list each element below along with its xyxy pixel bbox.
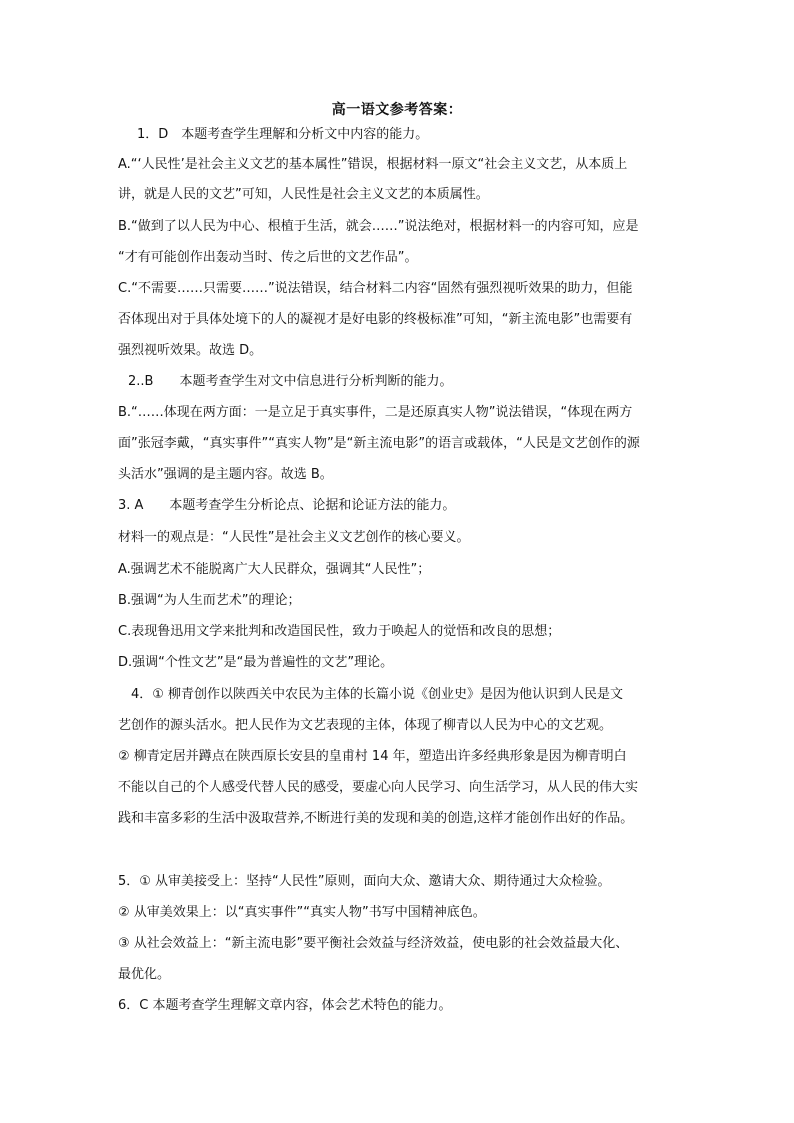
answer-line: 6．C 本题考查学生理解文章内容，体会艺术特色的能力。 xyxy=(118,998,452,1013)
answer-line: “才有可能创作出轰动当时、传之后世的文艺作品”。 xyxy=(118,250,418,265)
answer-line: A.“‘人民性’是社会主义文艺的基本属性”错误，根据材料一原文“社会主义文艺，从本质上 xyxy=(118,157,628,172)
answer-line: 践和丰富多彩的生活中汲取营养,不断进行美的发现和美的创造,这样才能创作出好的作品。 xyxy=(118,811,634,826)
answer-line: 面”张冠李戴，“真实事件”“真实人物”是“新主流电影”的语言或载体，“人民是文艺创作的源 xyxy=(118,436,640,451)
answer-line: 不能以自己的个人感受代替人民的感受，要虚心向人民学习、向生活学习，从人民的伟大实 xyxy=(118,780,639,795)
answer-line: B.强调“为人生而艺术”的理论； xyxy=(118,593,301,608)
answer-line: 最优化。 xyxy=(118,967,171,982)
answer-line: 否体现出对于具体处境下的人的凝视才是好电影的终极标准”可知，“新主流电影”也需要有 xyxy=(118,312,633,327)
answer-line: 5．① 从审美接受上：坚持“人民性”原则，面向大众、邀请大众、期待通过大众检验。 xyxy=(118,874,611,889)
answer-line: 2..B 本题考查学生对文中信息进行分析判断的能力。 xyxy=(128,374,453,389)
answer-line: 头活水”强调的是主题内容。故选 B。 xyxy=(118,467,333,482)
answer-line: 讲，就是人民的文艺”可知，人民性是社会主义文艺的本质属性。 xyxy=(118,187,489,202)
answer-line: B.“做到了以人民为中心、根植于生活，就会……”说法绝对，根据材料一的内容可知，应是 xyxy=(118,219,639,234)
answer-line: 3. A 本题考查学生分析论点、论据和论证方法的能力。 xyxy=(118,498,456,513)
answer-line: 1．D 本题考查学生理解和分析文中内容的能力。 xyxy=(137,127,429,142)
answer-line: ② 柳青定居并蹲点在陕西原长安县的皇甫村 14 年，塑造出许多经典形象是因为柳青明白 xyxy=(118,749,627,764)
answer-line: 材料一的观点是：“人民性”是社会主义文艺创作的核心要义。 xyxy=(118,530,470,545)
answer-line: B.“……体现在两方面：一是立足于真实事件，二是还原真实人物”说法错误，“体现在两方 xyxy=(118,405,633,420)
answer-line: D.强调“个性文艺”是“最为普遍性的文艺”理论。 xyxy=(118,655,394,670)
answer-line: 强烈视听效果。故选 D。 xyxy=(118,343,263,358)
answer-line: C.“不需要……只需要……”说法错误，结合材料二内容“固然有强烈视听效果的助力，但能 xyxy=(118,281,633,296)
page-title: 高一语文参考答案： xyxy=(331,102,463,118)
answer-line: 4．① 柳青创作以陕西关中农民为主体的长篇小说《创业史》是因为他认识到人民是文 xyxy=(131,687,624,702)
answer-line: C.表现鲁迅用文学来批判和改造国民性，致力于唤起人的觉悟和改良的思想； xyxy=(118,624,561,639)
answer-line: ② 从审美效果上：以“真实事件”“真实人物”书写中国精神底色。 xyxy=(118,905,486,920)
answer-line: ③ 从社会效益上：“新主流电影”要平衡社会效益与经济效益，使电影的社会效益最大化、 xyxy=(118,936,629,951)
answer-line: 艺创作的源头活水。把人民作为文艺表现的主体，体现了柳青以人民为中心的文艺观。 xyxy=(118,718,613,733)
answer-line: A.强调艺术不能脱离广大人民群众，强调其“人民性”； xyxy=(118,562,431,577)
